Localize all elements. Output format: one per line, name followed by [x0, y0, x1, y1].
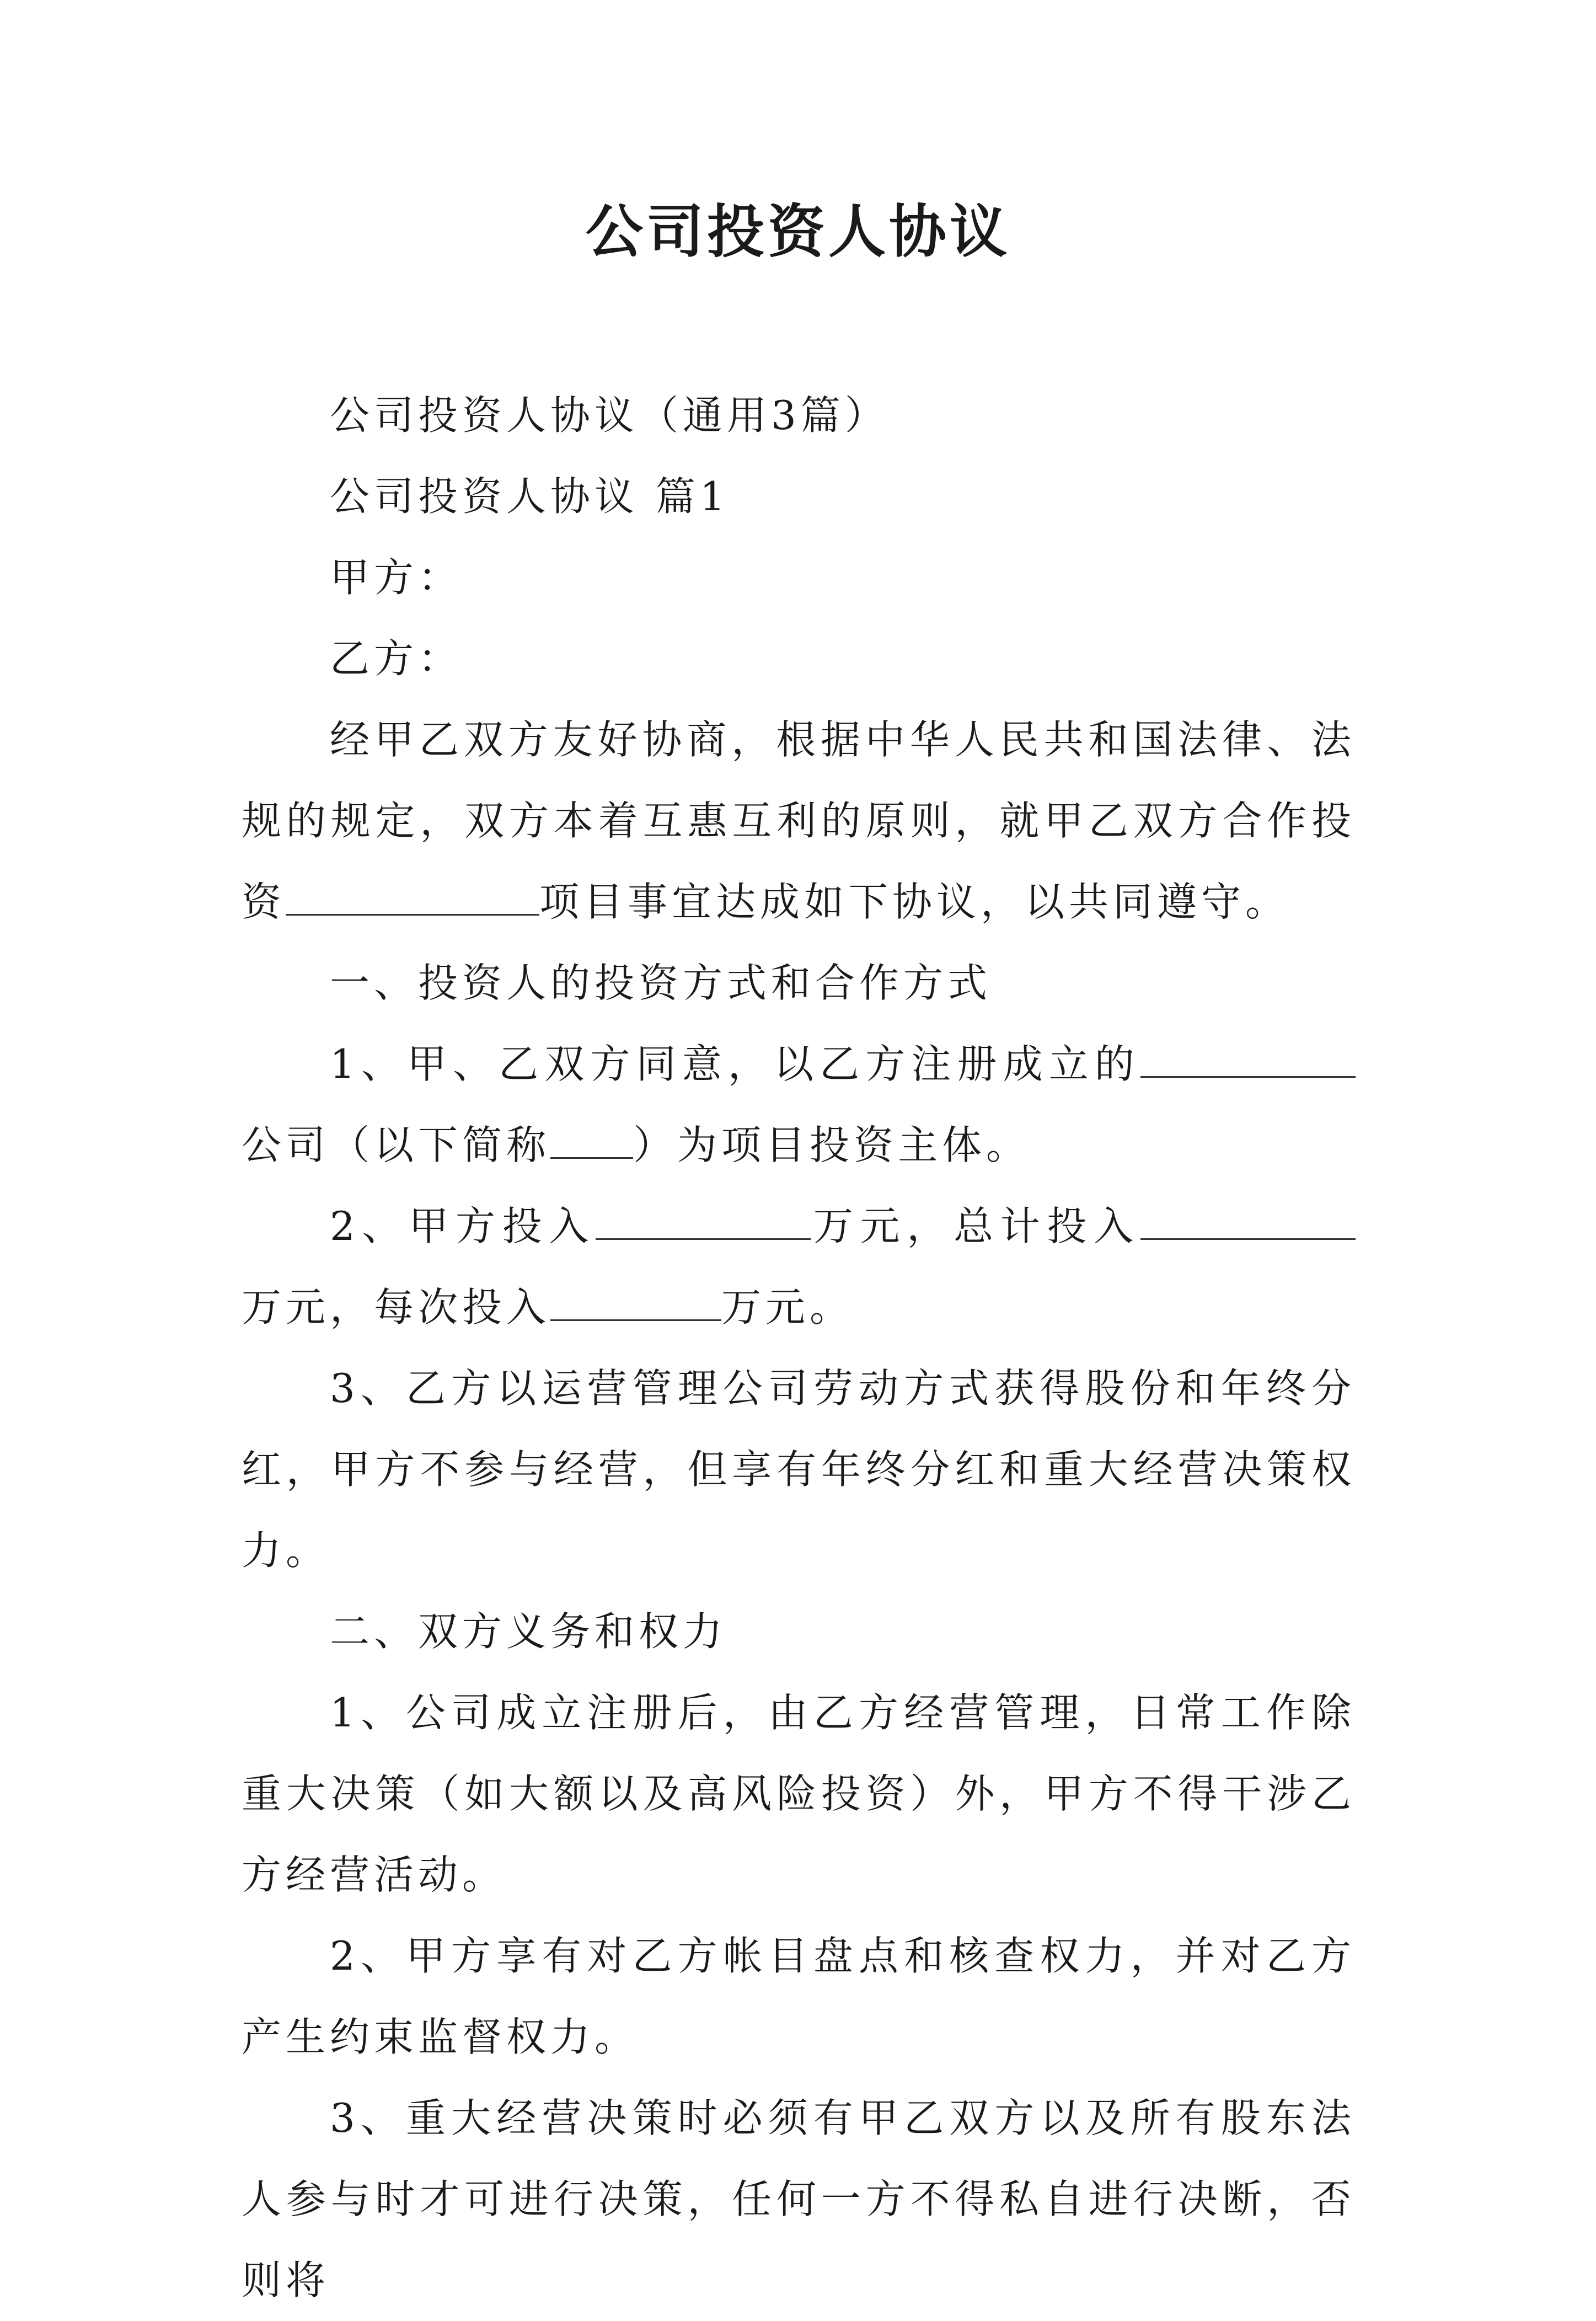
section1-heading: 一、投资人的投资方式和合作方式: [330, 960, 992, 1006]
project-name-blank: [286, 879, 539, 916]
intro-paragraph: [242, 699, 1356, 943]
section2-item3: 3、重大经营决策时必须有甲乙双方以及所有股东法人参与时才可进行决策，任何一方不得私自进行决断，否则将: [242, 2095, 1356, 2303]
subtitle-line: 公司投资人协议（通用3篇）: [330, 392, 889, 438]
intro-text-start: 经甲乙双方友好协商，根据中华人民共和国法律、法规的规定，双方本着互惠互利的原则，就甲乙双方合作投资: [242, 716, 1356, 925]
party-a-amount-blank: [596, 1203, 811, 1240]
party-a-line: 甲方：: [330, 554, 463, 601]
item2-text-b: 万元，总计投入: [811, 1203, 1140, 1249]
installment-amount-blank: [550, 1284, 721, 1321]
section2-item2: 2、甲方享有对乙方帐目盘点和核查权力，并对乙方产生约束监督权力。: [242, 1933, 1356, 2060]
total-amount-blank: [1140, 1203, 1356, 1240]
section1-item1: [242, 1024, 1356, 1186]
section2-heading: 二、双方义务和权力: [330, 1608, 727, 1655]
part-heading: 公司投资人协议 篇1: [330, 473, 730, 520]
document-title: 公司投资人协议: [585, 197, 1010, 265]
section1-item3: 3、乙方以运营管理公司劳动方式获得股份和年终分红，甲方不参与经营，但享有年终分红和重大经营决策权力。: [242, 1365, 1356, 1574]
item1-text-b: 公司（以下简称: [242, 1122, 551, 1168]
party-b-line: 乙方：: [330, 635, 463, 682]
intro-text-end: 项目事宜达成如下协议，以共同遵守。: [539, 879, 1290, 925]
item2-text-c: 万元，每次投入: [242, 1284, 551, 1330]
document-body: [242, 375, 1356, 2321]
section1-item2: [242, 1186, 1356, 1348]
item2-text-a: 2、甲方投入: [330, 1203, 596, 1249]
item1-text-c: ）为项目投资主体。: [633, 1122, 1031, 1168]
company-name-blank: [1140, 1041, 1356, 1078]
item1-text-a: 1、甲、乙双方同意，以乙方注册成立的: [330, 1041, 1140, 1087]
section2-item1: 1、公司成立注册后，由乙方经营管理，日常工作除重大决策（如大额以及高风险投资）外，甲方不得干涉乙方经营活动。: [242, 1689, 1356, 1898]
item2-text-d: 万元。: [721, 1284, 854, 1330]
short-name-blank: [550, 1122, 633, 1159]
